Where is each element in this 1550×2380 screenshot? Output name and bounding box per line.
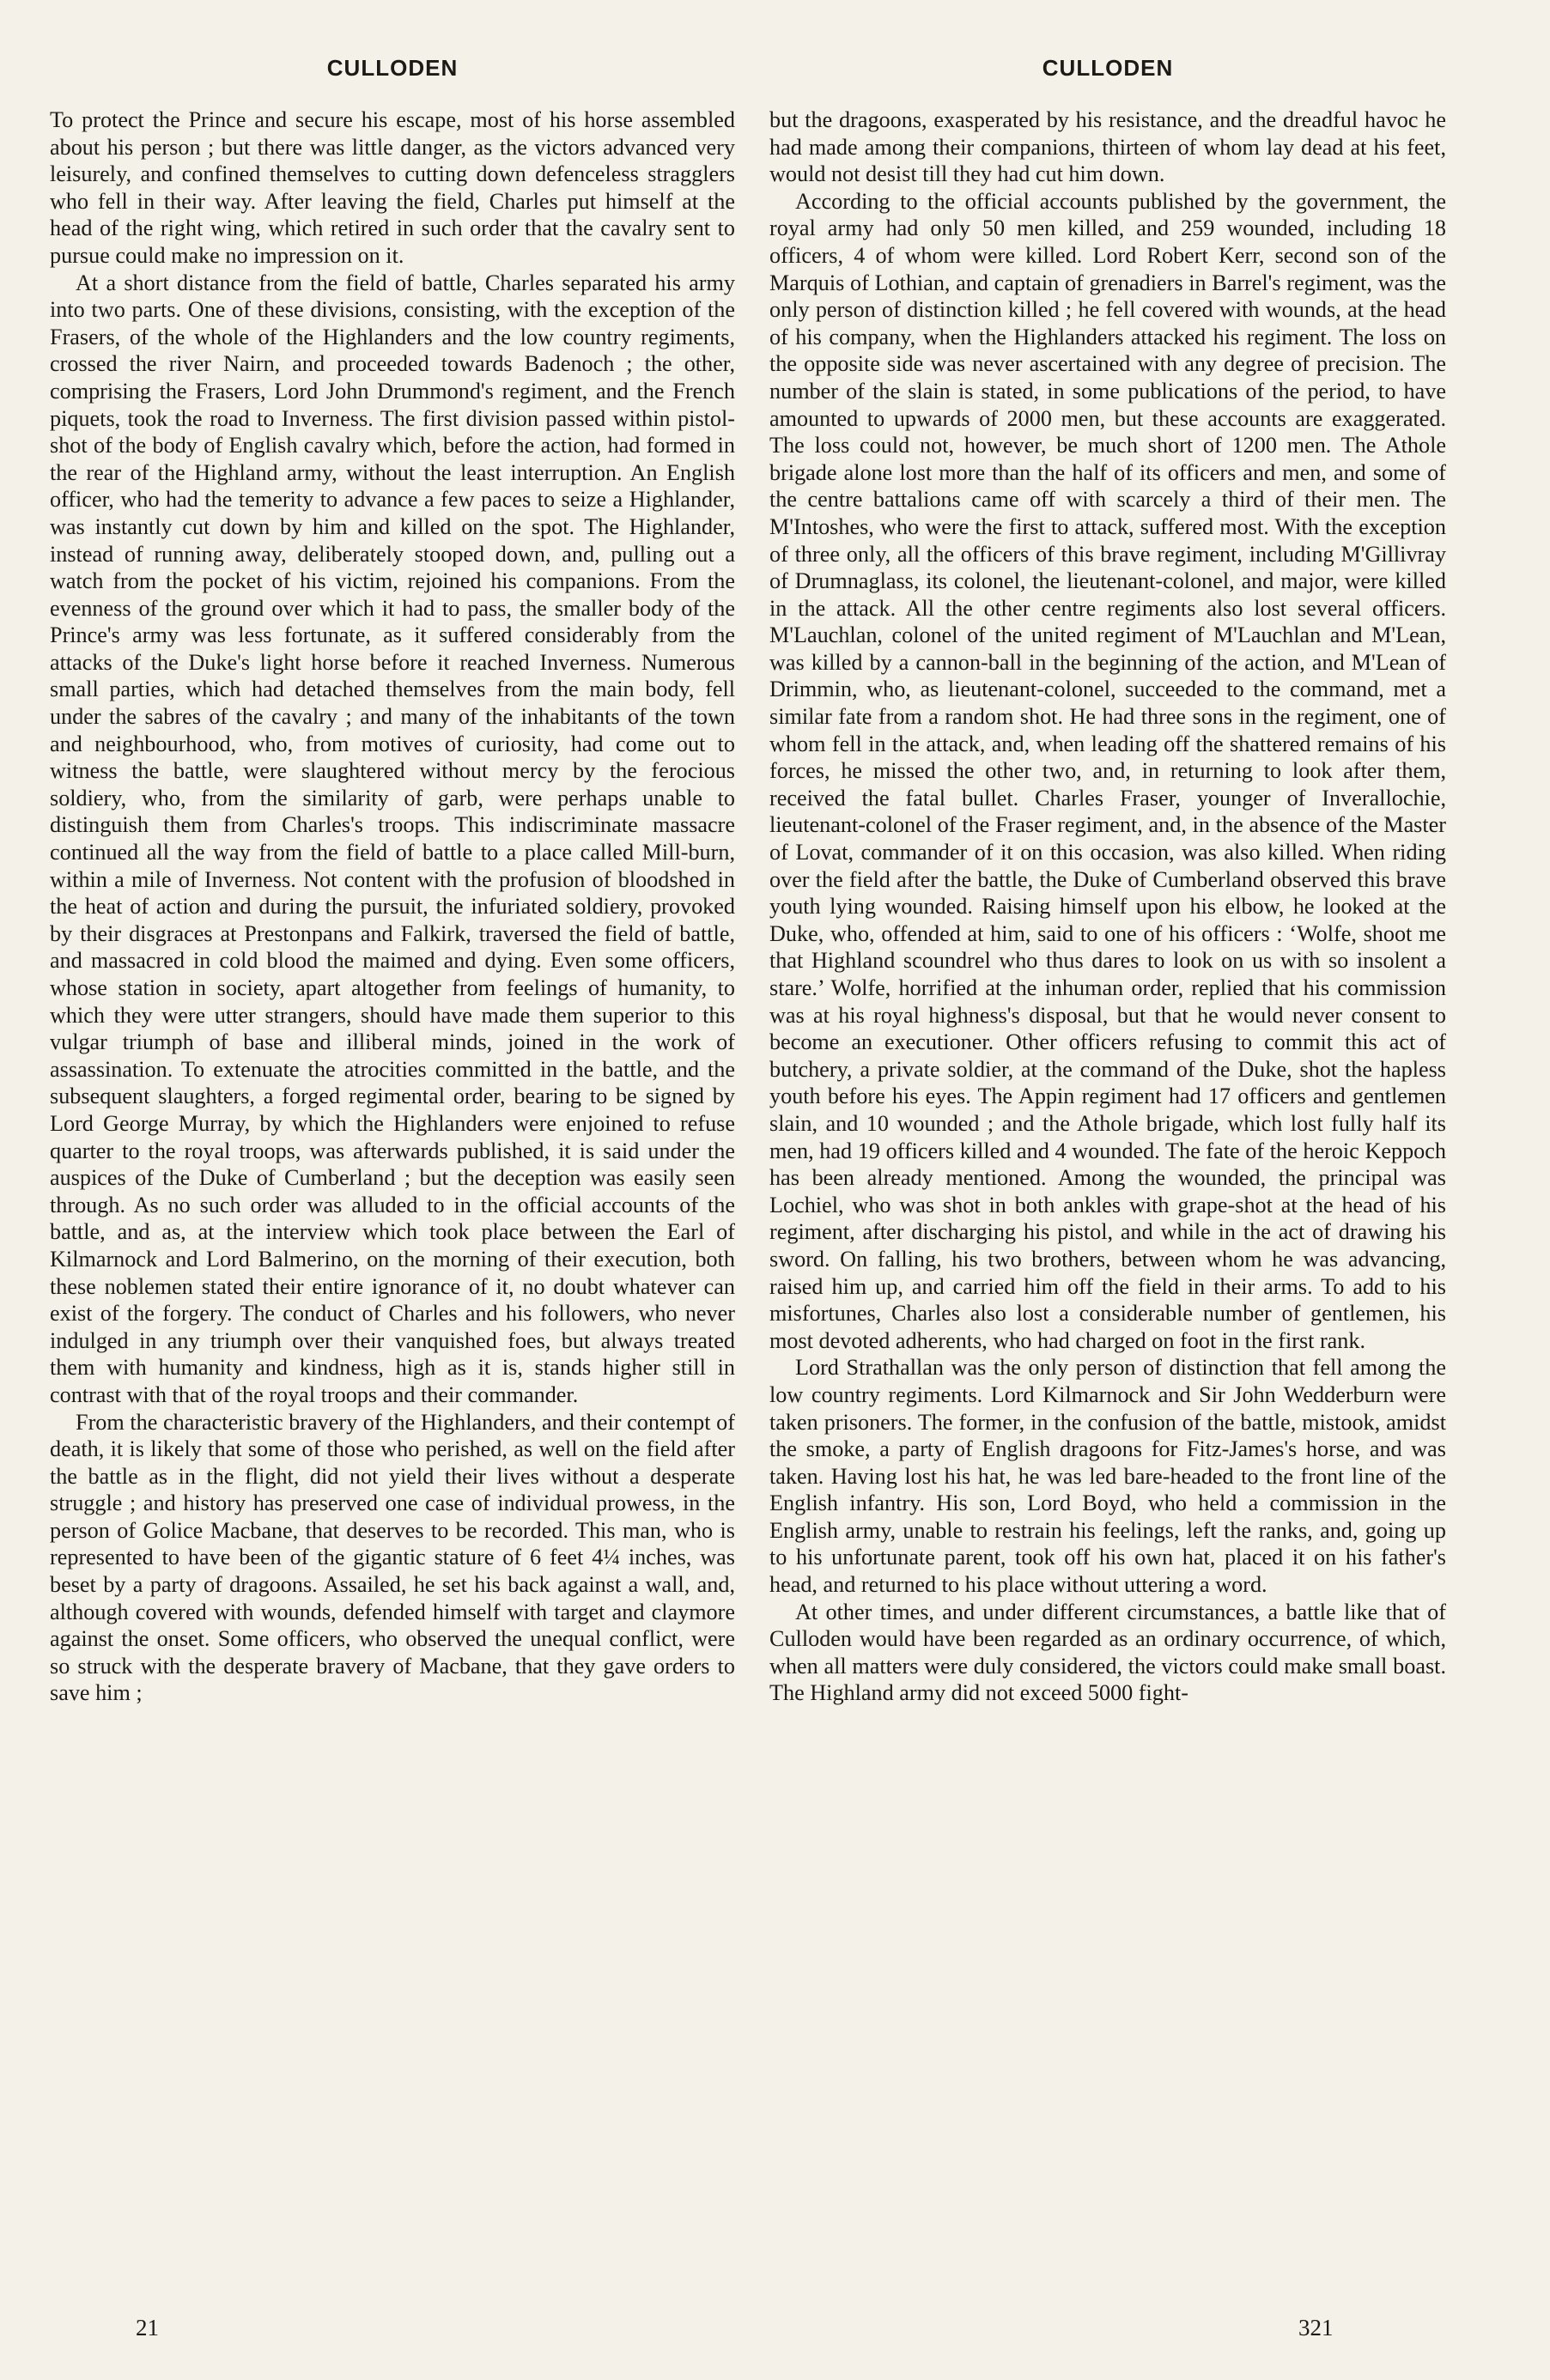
right-running-head: CULLODEN	[1042, 55, 1174, 81]
left-running-head: CULLODEN	[326, 55, 459, 81]
left-page-number: 21	[136, 2315, 159, 2341]
right-paragraph-2: According to the official accounts published by the government, the royal army had only 50 men killed, and 259 wounded, including 18 officers, 4 of whom were killed. Lord Robert Kerr, second son of the Marquis of Lothian, and captain of grenadiers in Barrel's regiment, was the only person of distinction killed ; he fell covered with wounds, at the head of his company, when the Highlanders attacked his regiment. The loss on the opposite side was never ascertained with any degree of precision. The number of the slain is stated, in some publications of the period, to have amounted to upwards of 2000 men, but these accounts are exaggerated. The loss could not, however, be much short of 1200 men. The Athole brigade alone lost more than the half of its officers and men, and some of the centre battalions came off with scarcely a third of their men. The M'Intoshes, who were the first to attack, suffered most. With the exception of three only, all the officers of this brave regiment, including M'Gillivray of Drumnaglass, its colonel, the lieutenant-colonel, and major, were killed in the attack. All the other centre regiments also lost several officers. M'Lauchlan, colonel of the united regiment of M'Lauchlan and M'Lean, was killed by a cannon-ball in the beginning of the action, and M'Lean of Drimmin, who, as lieutenant-colonel, succeeded to the command, met a similar fate from a random shot. He had three sons in the regiment, one of whom fell in the attack, and, when leading off the shattered remains of his forces, he missed the other two, and, in returning to look after them, received the fatal bullet. Charles Fraser, younger of Inverallochie, lieutenant-colonel of the Fraser regiment, and, in the absence of the Master of Lovat, commander of it on this occasion, was also killed. When riding over the field after the battle, the Duke of Cumberland observed this brave youth lying wounded. Raising himself upon his elbow, he looked at the Duke, who, offended at him, said to one of his officers : ‘Wolfe, shoot me that Highland scoundrel who thus dares to look on us with so insolent a stare.’ Wolfe, horrified at the inhuman order, replied that his commission was at his royal highness's disposal, but that he would never consent to become an executioner. Other officers refusing to commit this act of butchery, a private soldier, at the command of the Duke, shot the hapless youth before his eyes. The Appin regiment had 17 officers and gentlemen slain, and 10 wounded ; and the Athole brigade, which lost fully half its men, had 19 officers killed and 4 wounded. The fate of the heroic Keppoch has been already mentioned. Among the wounded, the principal was Lochiel, who was shot in both ankles with grape-shot at the head of his regiment, after discharging his pistol, and while in the act of drawing his sword. On falling, his two brothers, between whom he was advancing, raised him up, and carried him off the field in their arms. To add to his misfortunes, Charles also lost a considerable number of gentlemen, his most devoted adherents, who had charged on foot in the first rank.	[769, 188, 1446, 1353]
left-paragraph-2: At a short distance from the field of battle, Charles separated his army into two parts. One of these divisions, consisting, with the exception of the Frasers, of the whole of the Highlanders and the low country regiments, crossed the river Nairn, and proceeded towards Badenoch ; the other, comprising the Frasers, Lord John Drummond's regiment, and the French piquets, took the road to Inverness. The first division passed within pistol-shot of the body of English cavalry which, before the action, had formed in the rear of the Highland army, without the least interruption. An English officer, who had the temerity to advance a few paces to seize a Highlander, was instantly cut down by him and killed on the spot. The Highlander, instead of running away, deliberately stooped down, and, pulling out a watch from the pocket of his victim, rejoined his companions. From the evenness of the ground over which it had to pass, the smaller body of the Prince's army was less fortunate, as it suffered considerably from the attacks of the Duke's light horse before it reached Inverness. Numerous small parties, which had detached themselves from the main body, fell under the sabres of the cavalry ; and many of the inhabitants of the town and neighbourhood, who, from motives of curiosity, had come out to witness the battle, were slaughtered without mercy by the ferocious soldiery, who, from the similarity of garb, were perhaps unable to distinguish them from Charles's troops. This indiscriminate massacre continued all the way from the field of battle to a place called Mill-burn, within a mile of Inverness. Not content with the profusion of bloodshed in the heat of action and during the pursuit, the infuriated soldiery, provoked by their disgraces at Prestonpans and Falkirk, traversed the field of battle, and massacred in cold blood the maimed and dying. Even some officers, whose station in society, apart altogether from feelings of humanity, to which they were utter strangers, should have made them superior to this vulgar triumph of base and illiberal minds, joined in the work of assassination. To extenuate the atrocities committed in the battle, and the subsequent slaughters, a forged regimental order, bearing to be signed by Lord George Murray, by which the Highlanders were enjoined to refuse quarter to the royal troops, was afterwards published, it is said under the auspices of the Duke of Cumberland ; but the deception was easily seen through. As no such order was alluded to in the official accounts of the battle, and as, at the interview which took place between the Earl of Kilmarnock and Lord Balmerino, on the morning of their execution, both these noblemen stated their entire ignorance of it, no doubt whatever can exist of the forgery. The conduct of Charles and his followers, who never indulged in any triumph over their vanquished foes, but always treated them with humanity and kindness, high as it is, stands higher still in contrast with that of the royal troops and their commander.	[50, 270, 735, 1407]
right-column	[769, 106, 1446, 1707]
left-paragraph-1: To protect the Prince and secure his escape, most of his horse assembled about his person ; but there was little danger, as the victors advanced very leisurely, and confined themselves to cutting down defenceless stragglers who fell in their way. After leaving the field, Charles put himself at the head of the right wing, which retired in such order that the cavalry sent to pursue could make no impression on it.	[50, 107, 735, 268]
left-paragraph-3: From the characteristic bravery of the Highlanders, and their contempt of death, it is likely that some of those who perished, as well on the field after the battle as in the flight, did not yield their lives without a desperate struggle ; and history has preserved one case of individual prowess, in the person of Golice Macbane, that deserves to be recorded. This man, who is represented to have been of the gigantic stature of 6 feet 4¼ inches, was beset by a party of dragoons. Assailed, he set his back against a wall, and, although covered with wounds, defended himself with target and claymore against the onset. Some officers, who observed the unequal conflict, were so struck with the desperate bravery of Macbane, that they gave orders to save him ;	[50, 1409, 735, 1706]
right-page-number: 321	[1298, 2315, 1334, 2341]
right-paragraph-3: Lord Strathallan was the only person of distinction that fell among the low country regiments. Lord Kilmarnock and Sir John Wedderburn were taken prisoners. The former, in the confusion of the battle, mistook, amidst the smoke, a party of English dragoons for Fitz-James's horse, and was taken. Having lost his hat, he was led bare-headed to the front line of the English infantry. His son, Lord Boyd, who held a commission in the English army, unable to restrain his feelings, left the ranks, and, going up to his unfortunate parent, took off his own hat, placed it on his father's head, and returned to his place without uttering a word.	[769, 1355, 1446, 1598]
right-paragraph-1: but the dragoons, exasperated by his resistance, and the dreadful havoc he had made among their companions, thirteen of whom lay dead at his feet, would not desist till they had cut him down.	[769, 107, 1446, 187]
right-paragraph-4: At other times, and under different circumstances, a battle like that of Culloden would have been regarded as an ordinary occurrence, of which, when all matters were duly considered, the victors could make small boast. The Highland army did not exceed 5000 fight-	[769, 1599, 1446, 1706]
left-column	[50, 106, 735, 1707]
